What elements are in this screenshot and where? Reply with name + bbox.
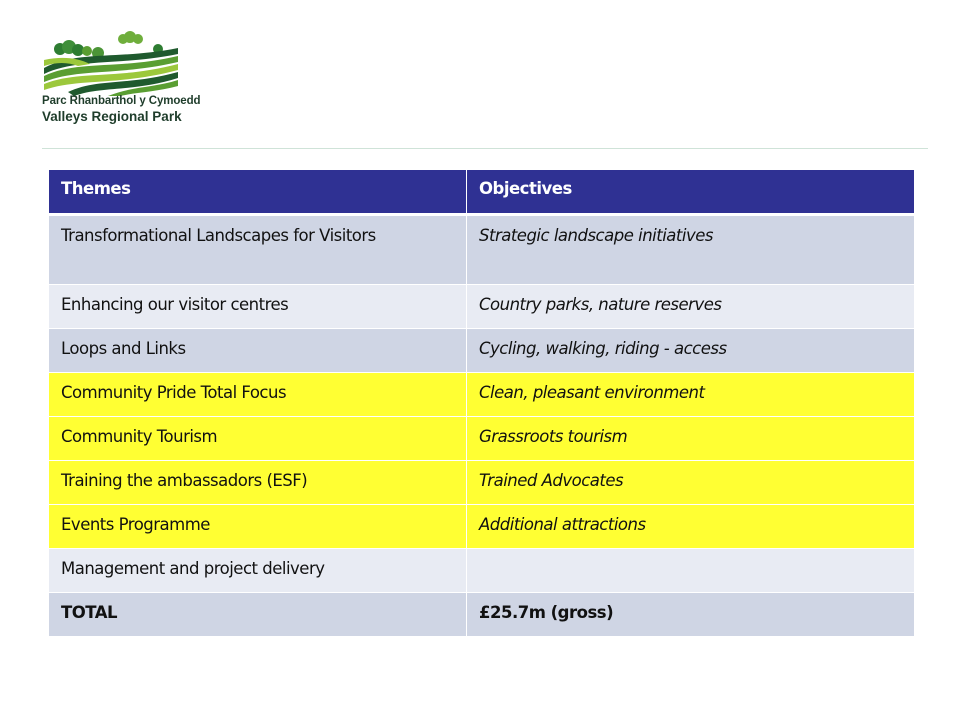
- theme-cell: Community Tourism: [49, 417, 467, 461]
- logo-english-name: Valleys Regional Park: [42, 109, 182, 124]
- themes-objectives-table: [48, 169, 915, 637]
- table-header-row: [49, 170, 915, 215]
- table-row: [49, 505, 915, 549]
- theme-cell: Enhancing our visitor centres: [49, 285, 467, 329]
- valleys-regional-park-logo: [38, 30, 201, 126]
- table-row: [49, 215, 915, 285]
- column-header-themes: Themes: [49, 170, 467, 215]
- theme-cell: Transformational Landscapes for Visitors: [49, 215, 467, 285]
- table-row: [49, 461, 915, 505]
- objective-cell: [467, 549, 915, 593]
- objective-cell: Strategic landscape initiatives: [467, 215, 915, 285]
- table-row-total: [49, 593, 915, 637]
- theme-cell: Events Programme: [49, 505, 467, 549]
- table-row: [49, 285, 915, 329]
- total-label-cell: TOTAL: [49, 593, 467, 637]
- theme-cell: Loops and Links: [49, 329, 467, 373]
- header-divider: [42, 148, 928, 149]
- table-row: [49, 549, 915, 593]
- objective-cell: Trained Advocates: [467, 461, 915, 505]
- table-row: [49, 373, 915, 417]
- table-row: [49, 417, 915, 461]
- theme-cell: Community Pride Total Focus: [49, 373, 467, 417]
- logo-wordmark: [42, 94, 200, 124]
- column-header-objectives: Objectives: [467, 170, 915, 215]
- theme-cell: Management and project delivery: [49, 549, 467, 593]
- theme-cell: Training the ambassadors (ESF): [49, 461, 467, 505]
- total-value-cell: £25.7m (gross): [467, 593, 915, 637]
- table-row: [49, 329, 915, 373]
- landscape-logo-icon: [38, 30, 188, 96]
- logo-welsh-name: Parc Rhanbarthol y Cymoedd: [42, 95, 201, 107]
- objective-cell: Clean, pleasant environment: [467, 373, 915, 417]
- objective-cell: Cycling, walking, riding - access: [467, 329, 915, 373]
- objective-cell: Country parks, nature reserves: [467, 285, 915, 329]
- objective-cell: Additional attractions: [467, 505, 915, 549]
- objective-cell: Grassroots tourism: [467, 417, 915, 461]
